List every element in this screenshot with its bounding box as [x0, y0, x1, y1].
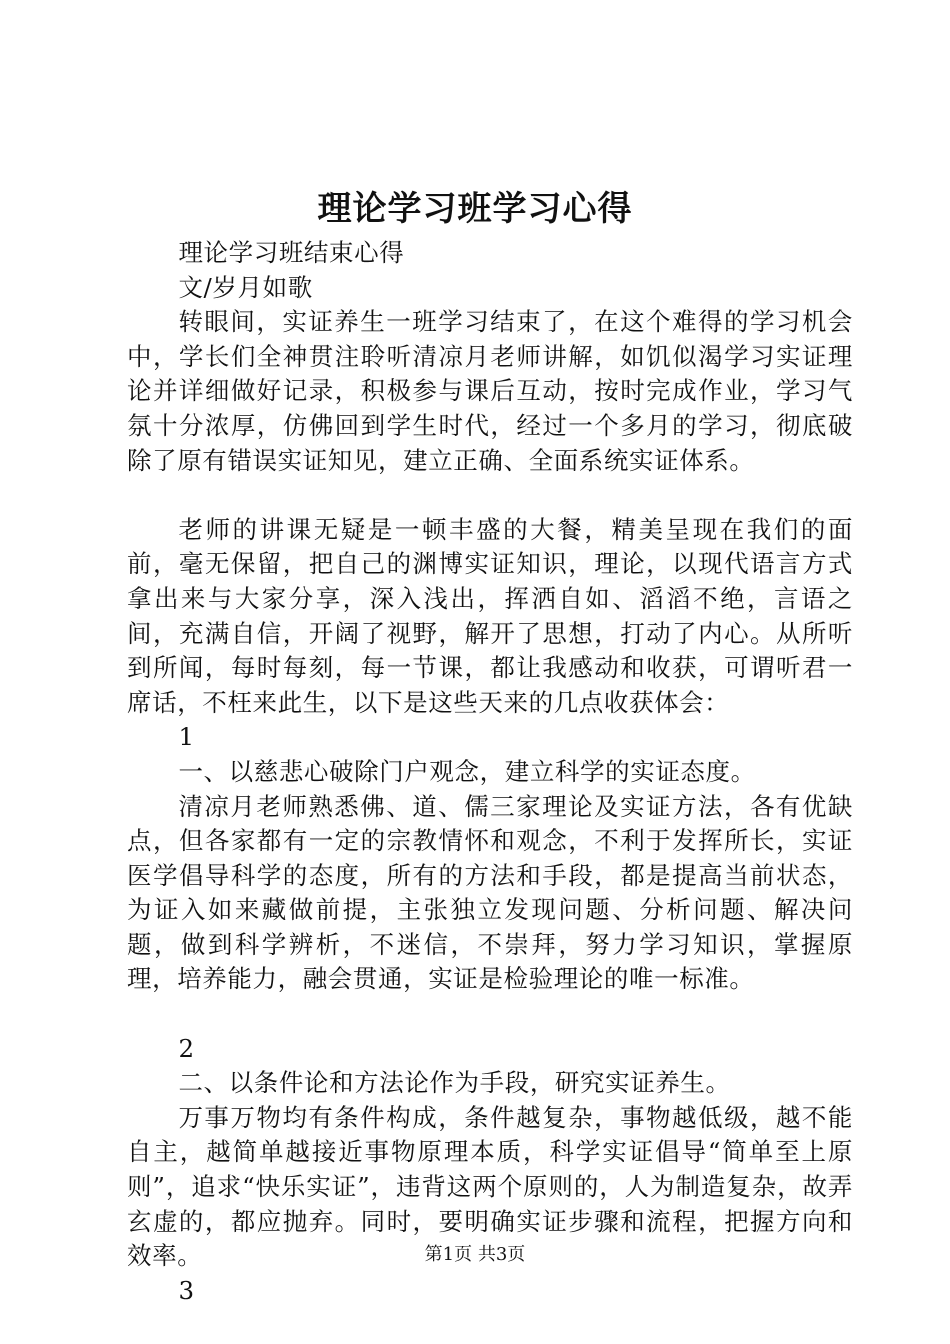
- section-number-3: 3: [178, 1275, 195, 1305]
- section-number-1: 1: [178, 722, 195, 752]
- document-body: [127, 236, 853, 1308]
- paragraph-spacer: [127, 478, 853, 513]
- section-number-2: 2: [178, 1033, 195, 1063]
- subtitle: 理论学习班结束心得: [178, 238, 405, 267]
- paragraph-section-2: 万事万物均有条件构成，条件越复杂，事物越低级，越不能自主，越简单越接近事物原理本质，科学实证倡导“简单至上原则”，追求“快乐实证”，违背这两个原则的，人为制造复杂，故弄玄虚的，都应抛弃。同时，要明确实证步骤和流程，把握方向和效率。: [127, 1102, 853, 1271]
- paragraph-teacher: 老师的讲课无疑是一顿丰盛的大餐，精美呈现在我们的面前，毫无保留，把自己的渊博实证知识，理论，以现代语言方式拿出来与大家分享，深入浅出，挥洒自如、滔滔不绝，言语之间，充满自信，开阔了视野，解开了思想，打动了内心。从所听到所闻，每时每刻，每一节课，都让我感动和收获，可谓听君一席话，不枉来此生，以下是这些天来的几点收获体会：: [127, 514, 853, 717]
- section-heading-1: 一、以慈悲心破除门户观念，建立科学的实证态度。: [178, 756, 756, 786]
- author-line: 文/岁月如歌: [178, 272, 313, 302]
- paragraph-spacer: [127, 997, 853, 1032]
- section-heading-2: 二、以条件论和方法论作为手段，研究实证养生。: [178, 1068, 731, 1098]
- paragraph-intro: 转眼间，实证养生一班学习结束了，在这个难得的学习机会中，学长们全神贯注聆听清凉月老师讲解，如饥似渴学习实证理论并详细做好记录，积极参与课后互动，按时完成作业，学习气氛十分浓厚，仿佛回到学生时代，经过一个多月的学习，彻底破除了原有错误实证知见，建立正确、全面系统实证体系。: [127, 307, 853, 475]
- paragraph-section-1: 清凉月老师熟悉佛、道、儒三家理论及实证方法，各有优缺点，但各家都有一定的宗教情怀和观念，不利于发挥所长，实证医学倡导科学的态度，所有的方法和手段，都是提高当前状态，为证入如来藏做前提，主张独立发现问题、分析问题、解决问题，做到科学辨析，不迷信，不崇拜，努力学习知识，掌握原理，培养能力，融会贯通，实证是检验理论的唯一标准。: [127, 791, 853, 994]
- page-footer: 第1页 共3页: [424, 1244, 526, 1265]
- document-title: 理论学习班学习心得: [317, 189, 633, 229]
